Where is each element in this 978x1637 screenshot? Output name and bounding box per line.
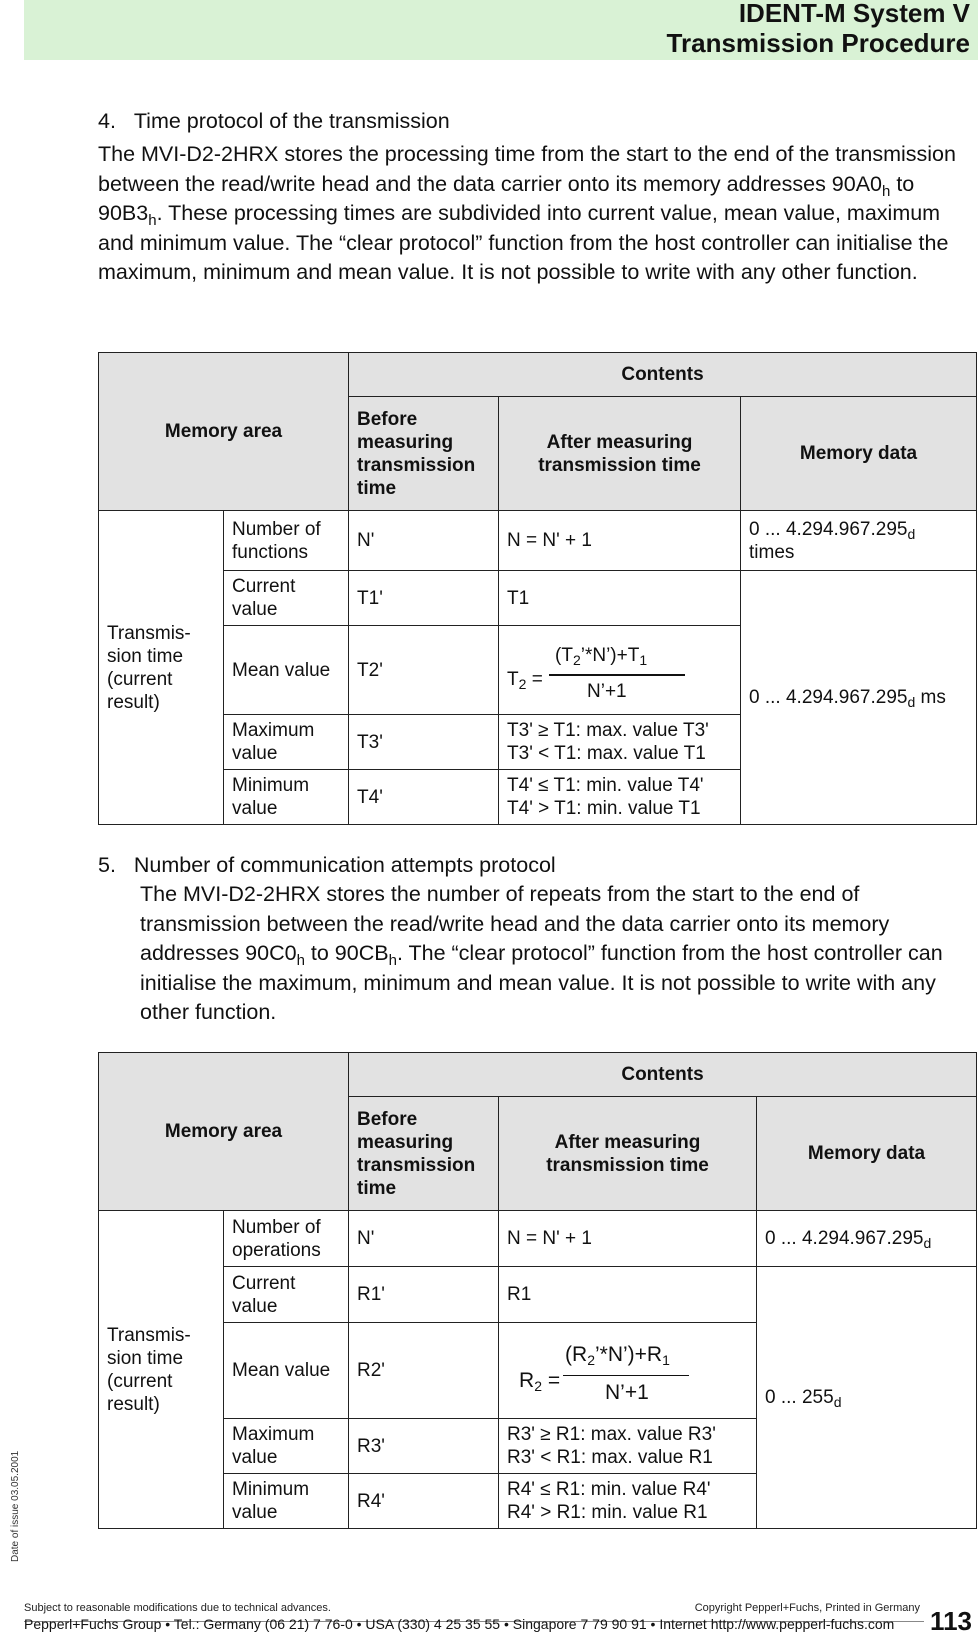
memory-data-header: Memory data [757,1097,977,1211]
subscript: 2 [534,1377,542,1394]
text-run: (T [555,645,573,666]
memory-area-header: Memory area [99,1053,349,1211]
subscript: 2 [587,1351,595,1368]
fraction-bar [549,674,685,676]
subscript: 1 [639,652,648,668]
mean-formula [499,1331,756,1411]
subscript: h [882,182,891,200]
date-of-issue: Date of issue 03.05.2001 [10,1450,21,1562]
subscript: h [388,952,397,969]
text-run: The MVI-D2-2HRX stores the number of repeats from the start to the end of transmission between the read/write head and the data carrier onto its memory addresses 90C0 [140,882,890,965]
row-label: Number of functions [224,511,349,571]
mean-formula [499,630,740,710]
attempts-protocol-table [98,1052,977,1529]
header-subtitle: Transmission Procedure [666,28,970,58]
memory-value: 0 ... 4.294.967.295 [749,687,908,708]
row-label: Mean value [224,1323,349,1419]
group-label: Transmis-sion time (current result) [99,1211,224,1529]
before-cell: N' [349,1211,499,1267]
subscript: d [833,1394,842,1410]
before-cell: R4' [349,1474,499,1529]
memory-cell-shared [757,1267,977,1529]
text-line: R3' < R1: max. value R1 [507,1447,713,1468]
memory-unit: ms [915,687,946,708]
formula-denominator: N’+1 [605,1380,649,1404]
after-cell: T1 [499,571,741,626]
text-run: (R [565,1342,588,1366]
text-run: . The “clear protocol” function from the host controller can initialise the maximum, minimum and mean value. It is not possible to write with any other function. [140,941,943,1024]
page-header [24,0,978,60]
subscript: h [148,212,157,229]
subscript: d [907,525,916,542]
before-cell: R3' [349,1419,499,1474]
row-label: Current value [224,571,349,626]
before-cell: T3' [349,715,499,770]
row-label: Maximum value [224,715,349,770]
formula-numerator [555,644,647,667]
text-run: = [526,669,543,690]
memory-value: 0 ... 255 [765,1387,834,1408]
after-header: After measuring transmission time [499,397,741,511]
text-run: to 90B3 [98,171,915,225]
text-run: = [541,1368,561,1392]
text-run: . These processing times are subdivided into current value, mean value, maximum and minimum value. The “clear protocol” function from the host controller can initialise the maximum, minimum and mean value. It is not possible to write with any other function. [98,201,949,284]
subscript: h [296,952,305,969]
text-run: The MVI-D2-2HRX stores the processing time from the start to the end of the transmission between the read/write head and the data carrier onto its memory addresses 90A0 [98,142,956,196]
row-label: Minimum value [224,770,349,825]
memory-cell [741,511,977,571]
subscript: 2 [518,676,527,692]
group-label: Transmis-sion time (current result) [99,511,224,825]
section-5-heading: 5. Number of communication attempts protocol [98,853,556,877]
before-header: Before measuring transmission time [349,397,499,511]
memory-unit: times [749,541,795,563]
formula-lhs [507,668,543,691]
footer-copyright: Copyright Pepperl+Fuchs, Printed in Germany [694,1602,920,1614]
footer-note: Subject to reasonable modifications due to technical advances. [24,1602,331,1614]
row-label: Current value [224,1267,349,1323]
before-cell: T1' [349,571,499,626]
memory-cell-shared [741,571,977,825]
text-line: T3' < T1: max. value T1 [507,743,706,764]
before-cell: N' [349,511,499,571]
formula-denominator: N’+1 [587,681,627,702]
section-4-paragraph [98,140,970,288]
row-label: Number of operations [224,1211,349,1267]
text-line: R4' ≤ R1: min. value R4' [507,1479,711,1500]
after-cell: N = N' + 1 [499,511,741,571]
text-run: T [507,669,519,690]
text-run: ’*N’)+T [580,645,640,666]
section-5-paragraph [140,880,970,1028]
footer-contact: Pepperl+Fuchs Group • Tel.: Germany (06 21) 7 76-0 • USA (330) 4 25 35 55 • Singapore 7 79 90 91 • Internet http://www.pepperl-fuchs.com [24,1616,895,1632]
subscript: 2 [572,652,581,668]
formula-cell [499,626,741,715]
fraction-bar [563,1375,689,1376]
formula-cell [499,1323,757,1419]
after-cell [499,1419,757,1474]
text-line: T4' ≤ T1: min. value T4' [507,775,704,796]
before-header: Before measuring transmission time [349,1097,499,1211]
memory-value: 0 ... 4.294.967.295 [765,1228,924,1249]
before-cell: T2' [349,626,499,715]
row-label: Maximum value [224,1419,349,1474]
contents-header: Contents [349,1053,977,1097]
after-cell: R1 [499,1267,757,1323]
before-cell: R1' [349,1267,499,1323]
subscript: 1 [662,1351,670,1368]
time-protocol-table [98,352,977,825]
text-run: to 90CB [304,941,389,965]
memory-value: 0 ... 4.294.967.295 [749,518,908,540]
before-cell: T4' [349,770,499,825]
text-run: R [519,1368,535,1392]
after-cell [499,715,741,770]
header-title: IDENT-M System V [738,0,970,28]
subscript: d [923,1235,932,1251]
after-cell [499,1474,757,1529]
row-label: Mean value [224,626,349,715]
subscript: d [907,694,916,710]
text-line: R3' ≥ R1: max. value R3' [507,1424,716,1445]
contents-header: Contents [349,353,977,397]
before-cell: R2' [349,1323,499,1419]
after-cell [499,770,741,825]
text-line: T4' > T1: min. value T1 [507,798,701,819]
formula-numerator [565,1343,670,1366]
memory-area-header: Memory area [99,353,349,511]
text-line: T3' ≥ T1: max. value T3' [507,720,709,741]
row-label: Minimum value [224,1474,349,1529]
after-cell: N = N' + 1 [499,1211,757,1267]
section-4-heading: 4. Time protocol of the transmission [98,109,450,133]
text-run: ’*N’)+R [594,1342,663,1366]
formula-lhs [519,1369,560,1392]
memory-data-header: Memory data [741,397,977,511]
text-line: R4' > R1: min. value R1 [507,1502,708,1523]
after-header: After measuring transmission time [499,1097,757,1211]
page-number: 113 [930,1606,972,1636]
memory-cell [757,1211,977,1267]
